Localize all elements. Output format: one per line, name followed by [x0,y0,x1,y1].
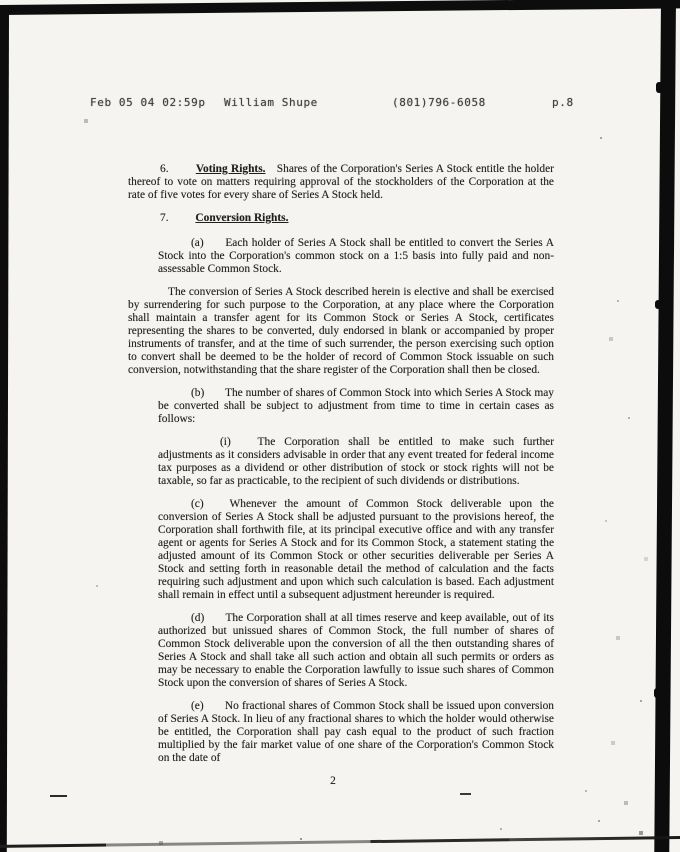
paragraph-e [158,700,554,765]
scan-artifact-dash [50,795,67,797]
fax-page-label: p.8 [552,96,574,109]
paragraph-label: (c) [191,498,204,510]
section-text: Shares of the Corporation's Series A Stock entitle the holder thereof to vote on matters requiring approval of the stockholders of the Corporation at the rate of five votes for every share of Series A Stock held. [128,163,554,201]
paragraph-label: (a) [191,237,204,249]
scan-artifact-left-bar [0,11,9,852]
paragraph-text: The Corporation shall at all times reserve and keep available, out of its authorized but unissued shares of Common Stock, the full number of shares of Common Stock deliverable upon the conversion of all the then outstanding shares of Series A Stock and shall take all such action and obtain all such permits or orders as may be necessary to enable the Corporation lawfully to issue such shares of Common Stock upon the conversion of shares of Series A Stock. [158,612,554,689]
document-body [128,163,554,798]
scan-artifact-blob [654,688,661,698]
paragraph-d [158,612,554,690]
fax-datetime: Feb 05 04 02:59p [90,96,206,109]
paragraph-c [158,498,554,602]
scan-noise-speckles [0,0,2,2]
paragraph-b-i [158,436,554,488]
section-title: Conversion Rights. [195,212,289,224]
paragraph-text: The conversion of Series A Stock described herein is elective and shall be exercised by surrendering for such purpose to the Corporation, at any place where the Corporation shall maintain a transfer agent for its Common Stock or Series A Stock, certificates representing the shares to be converted, duly endorsed in blank or accompanied by proper instruments of transfer, and at the time of such surrender, the person exercising such option to convert shall be deemed to be the holder of record of Common Stock issuable on such conversion, notwithstanding that the share register of the Corporation shall then be closed. [128,286,554,376]
section-number: 7. [160,212,169,224]
page-number: 2 [330,775,336,787]
paragraph-a [158,237,554,276]
scan-artifact-bottom-line [0,836,680,848]
section-7-conversion-rights-heading [128,212,554,225]
paragraph-text: The number of shares of Common Stock into which Series A Stock may be converted shall be subject to adjustment from time to time in certain cases as follows: [158,387,554,425]
paragraph-b [158,387,554,426]
section-title: Voting Rights. [195,163,266,175]
paragraph-label: (i) [220,436,231,448]
paragraph-text: Each holder of Series A Stock shall be entitled to convert the Series A Stock into the Corporation's common stock on a 1:5 basis into fully paid and non-assessable Common Stock. [158,237,554,275]
scan-artifact-blob [655,300,661,309]
paragraph-label: (b) [191,387,205,399]
section-number: 6. [160,163,169,175]
paragraph-label: (d) [191,612,205,624]
paragraph-conversion-procedure [128,286,554,377]
scan-artifact-right-bar [654,0,676,852]
scan-artifact-top-bar [0,0,680,15]
fax-phone-number: (801)796-6058 [392,96,486,109]
paragraph-label: (e) [191,700,204,712]
paragraph-text: No fractional shares of Common Stock shall be issued upon conversion of Series A Stock. In lieu of any fractional shares to which the holder would otherwise be entitled, the Corporation shall pay cash equal to the product of such fraction multiplied by the fair market value of one share of the Corporation's Common Stock on the date of [158,700,554,764]
paragraph-text: The Corporation shall be entitled to make such further adjustments as it considers advisable in order that any event treated for federal income tax purposes as a dividend or other distribution of stock or stock rights will not be taxable, so far as practicable, to the recipient of such dividends or distributions. [158,436,554,487]
section-6-voting-rights [128,163,554,202]
paragraph-text: Whenever the amount of Common Stock deliverable upon the conversion of Series A Stock shall be adjusted pursuant to the provisions hereof, the Corporation shall forthwith file, at its principal executive office and with any transfer agent or agents for Series A Stock and for its Common Stock, a statement stating the adjusted amount of its Common Stock or other securities deliverable per Series A Stock and setting forth in reasonable detail the method of calculation and the facts requiring such adjustment and upon which such calculation is based. Each adjustment shall remain in effect until a subsequent adjustment hereunder is required. [158,498,554,601]
scan-artifact-blob [656,82,663,93]
fax-sender-name: William Shupe [224,96,318,109]
